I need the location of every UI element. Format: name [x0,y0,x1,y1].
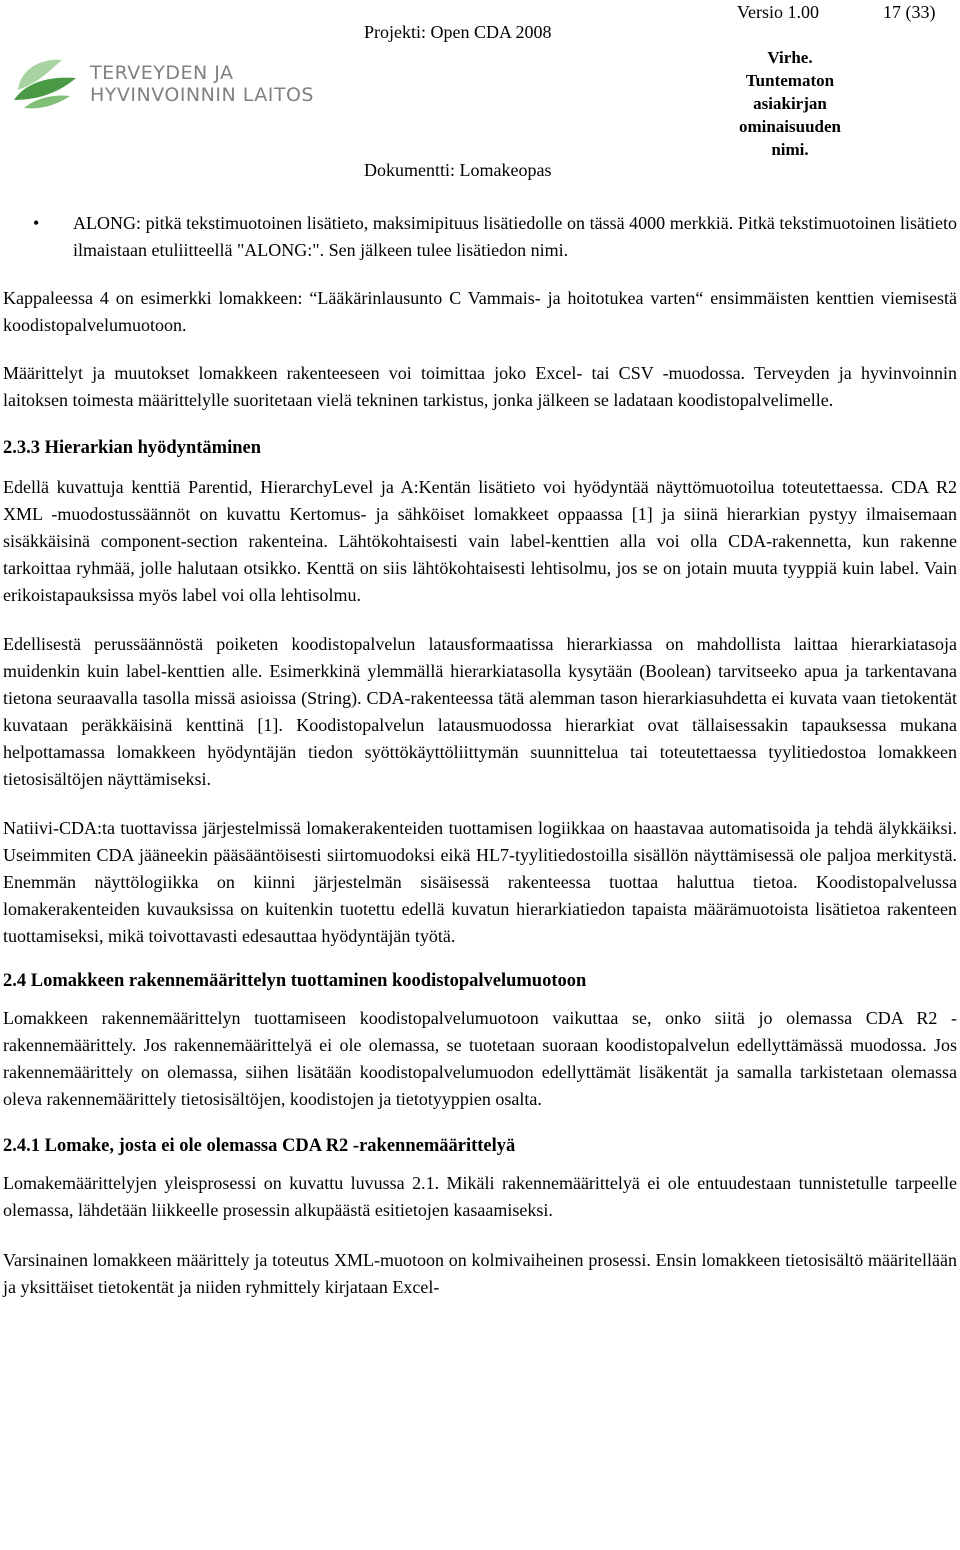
document-label: Dokumentti: Lomakeopas [364,160,552,180]
section-heading-2-4-1: 2.4.1 Lomake, josta ei ole olemassa CDA R2 -rakennemäärittelyä [3,1136,516,1156]
bullet-item-along [3,210,957,264]
logo-text-line2: HYVINVOINNIN LAITOS [90,84,314,106]
error-line: asiakirjan [753,94,827,113]
paragraph: Varsinainen lomakkeen määrittely ja toteutus XML-muotoon on kolmivaiheinen prosessi. Ensin lomakkeen tietosisältö määritellään ja yksittäiset tietokentät ja niiden ryhmittely kirjataan Excel- [3,1250,957,1297]
paragraph: Natiivi-CDA:ta tuottavissa järjestelmissä lomakerakenteiden tuottamisen logiikkaa on haastavaa automatisoida ja tehdä älykkäiksi. Useimmiten CDA jääneekin pääsääntöisesti siirtomuodoksi eikä HL7-tyylitiedostoilla sisällön näyttämisessä ole paljoa merkitystä. Enemmän näyttölogiikka on kiinni järjestelmän sisäisessä rakenteessa tuottaa haluttua tietoa. Koodistopalvelussa lomakerakenteiden kuvauksissa on kuitenkin tuotettu edellä kuvatun hierarkiatiedon tapaista määrämuotoista lisätietoa rakenteen tuottamiseksi, mikä toivottavasti edesauttaa hyödyntäjän työtä. [3,818,957,946]
project-label: Projekti: Open CDA 2008 [364,22,552,42]
paragraph: Lomakkeen rakennemäärittelyn tuottamiseen koodistopalvelumuotoon vaikuttaa se, onko siitä jo olemassa CDA R2 -rakennemäärittely. Jos rakennemäärittelyä ei ole olemassa, se tuotetaan suoraan koodistopalvelun edellyttämässä muodossa. Jos rakennemäärittely on olemassa, siihen lisätään koodistopalvelumuodon edellyttämät lisäkentät ja samalla tarkistetaan olemassa oleva rakennemäärittely tietosisältöjen, koodistojen ja tietotyyppien osalta. [3,1008,957,1109]
page-number: 17 (33) [883,2,936,22]
logo-text-line1: TERVEYDEN JA [90,62,234,84]
paragraph: Edellä kuvattuja kenttiä Parentid, HierarchyLevel ja A:Kentän lisätieto voi hyödyntää näyttömuotoilua toteutettaessa. CDA R2 XML -muodostussäännöt on kuvattu Kertomus- ja sähköiset lomakkeet oppaassa [1] ja siinä hierarkian pystyy ilmaisemaan sisäkkäisinä component-section rakenteina. Lähtökohtaisesti vain label-kenttien alla voi olla CDA-rakennetta, kun rakenne tarkoittaa ryhmää, jolle halutaan otsikko. Kenttä on siis lähtökohtaisesti lehtisolmu, jos se on jotain muuta tyyppiä kuin label. Vain erikoistapauksissa myös label voi olla lehtisolmu. [3,477,957,605]
leaf-logo-icon [10,52,82,114]
section-heading-2-3-3: 2.3.3 Hierarkian hyödyntäminen [3,438,261,458]
paragraph: Kappaleessa 4 on esimerkki lomakkeen: “Lääkärinlausunto C Vammais- ja hoitotukea varten“ ensimmäisten kenttien viemisestä koodistopalvelumuotoon. [3,288,957,335]
paragraph: Määrittelyt ja muutokset lomakkeen rakenteeseen voi toimittaa joko Excel- tai CSV -muodossa. Terveyden ja hyvinvoinnin laitoksen toimesta määrittelylle suoritetaan vielä tekninen tarkistus, jonka jälkeen se ladataan koodistopalvelimelle. [3,363,957,410]
bullet-text: ALONG: pitkä tekstimuotoinen lisätieto, maksimipituus lisätiedolle on tässä 4000 merkkiä. Pitkä tekstimuotoinen lisätieto ilmaistaan etuliitteellä "ALONG:". Sen jälkeen tulee lisätiedon nimi. [73,213,957,260]
document-body [3,210,957,1301]
thl-logo [10,52,320,114]
field-error-message [725,46,855,161]
error-line: Virhe. [767,48,813,67]
bullet-dot-icon: • [33,213,40,233]
error-line: nimi. [771,140,809,159]
error-line: ominaisuuden [738,117,842,136]
logo-text [90,62,314,106]
paragraph: Lomakemäärittelyjen yleisprosessi on kuvattu luvussa 2.1. Mikäli rakennemäärittelyä ei ole entuudestaan tunnistetulle tarpeelle olemassa, lähdetään liikkeelle prosessin alkupäästä esitietojen kasaamiseksi. [3,1173,957,1220]
error-line: Tuntematon [745,71,835,90]
version-label: Versio 1.00 [737,2,819,22]
section-heading-2-4: 2.4 Lomakkeen rakennemäärittelyn tuottaminen koodistopalvelumuotoon [3,971,587,991]
paragraph: Edellisestä perussäännöstä poiketen koodistopalvelun latausformaatissa hierarkiassa on mahdollista laittaa hierarkiatasoja muidenkin kuin label-kenttien alle. Esimerkkinä ylemmällä hierarkiatasolla kysytään (Boolean) tarvitseeko apua ja tarkentavana tietona seuraavalla tasolla missä asioissa (String). CDA-rakenteessa tätä alemman tason hierarkiasuhdetta ei kuvata vaan tietokentät kuvataan peräkkäisinä kenttinä [1]. Koodistopalvelun latausmuodossa hierarkiat ovat tällaisessakin tapauksessa mukana helpottamassa lomakkeen hyödyntäjän tiedon syöttökäyttöliittymän suunnittelua tai toteutettaessa tyylitiedostoa lomakkeen tietosisältöjen näyttämiseksi. [3,634,957,789]
